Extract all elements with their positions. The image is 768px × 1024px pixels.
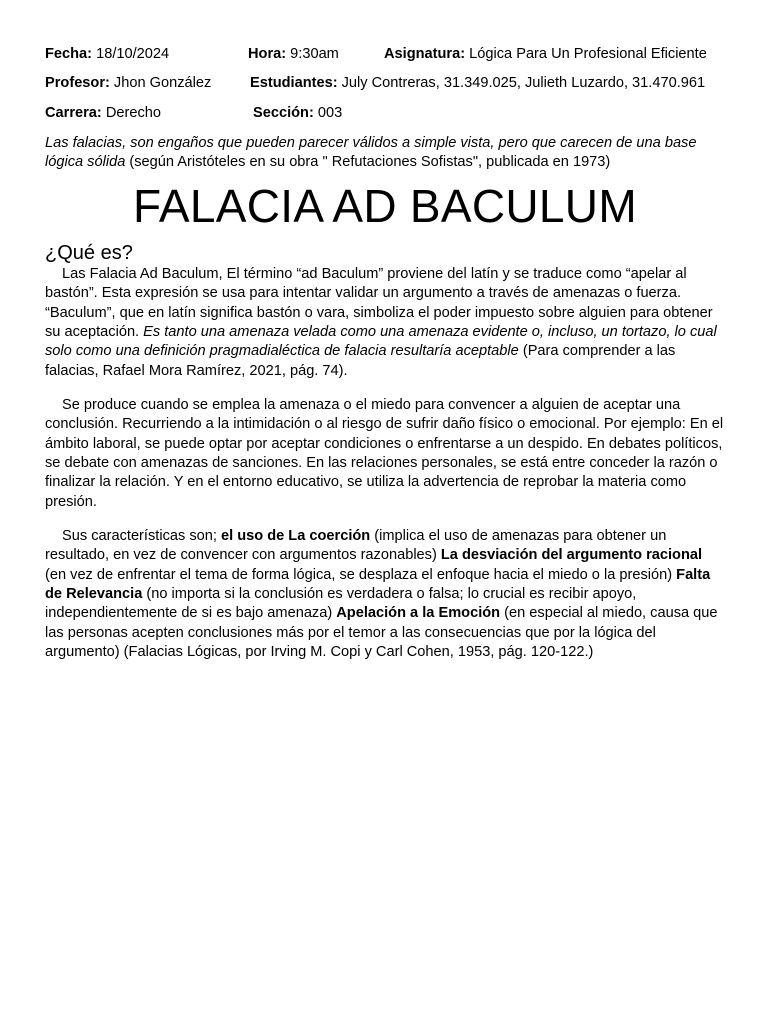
profesor-value: Jhon González: [109, 75, 212, 92]
characteristic-emotion: Apelación a la Emoción: [336, 605, 501, 622]
section-heading-que-es: ¿Qué es?: [45, 241, 133, 264]
asignatura-value: Lógica Para Un Profesional Eficiente: [465, 46, 707, 62]
profesor-label: Profesor:: [45, 75, 110, 92]
fecha-value: 18/10/2024: [92, 46, 170, 62]
seccion-value: 003: [313, 104, 343, 121]
paragraph-definition: [45, 265, 725, 381]
paragraph-examples: [45, 396, 725, 512]
paragraph1-text: Las Falacia Ad Baculum, El término “ad Baculum” proviene del latín y se traduce como “apelar al bastón”. Esta expresión se usa para intentar validar un argumento a través de amenazas o fuerza. “Baculum”, que en latín significa bastón o vara, simboliza el poder impuesto sobre alguien para obtener su aceptación.: [45, 265, 713, 340]
paragraph1-italic-quote: Es tanto una amenaza velada como una amenaza evidente o, incluso, un tortazo, lo cual solo como una definición pragmadialéctica de falacia resultaría aceptable: [45, 323, 717, 360]
hora-value: 9:30am: [286, 46, 339, 62]
seccion-field: [253, 104, 342, 123]
document-title: FALACIA AD BACULUM: [133, 179, 637, 232]
paragraph3-intro: Sus características son;: [62, 527, 221, 544]
paragraph-characteristics: [45, 527, 725, 663]
intro-citation: (según Aristóteles en su obra " Refutaciones Sofistas", publicada en 1973): [125, 154, 611, 171]
header-row-1: [45, 45, 725, 74]
carrera-label: Carrera:: [45, 104, 102, 121]
header-row-3: [45, 104, 725, 133]
profesor-field: [45, 74, 211, 93]
characteristic-deviation: La desviación del argumento racional: [440, 547, 703, 564]
paragraph2-text: Se produce cuando se emplea la amenaza o el miedo para convencer a alguien de aceptar una conclusión. Recurriendo a la intimidación o al riesgo de sufrir daño físico o emocional. Por ejemplo: En el ámbito laboral, se puede optar por aceptar condiciones o enfrentarse a un despido. En debates políticos, se debate con amenazas de sanciones. En las relaciones personales, se está entre conceder la razón o finalizar la relación. Y en el entorno educativo, se utiliza la advertencia de reprobar la materia como presión.: [45, 396, 724, 510]
asignatura-field: [384, 45, 707, 64]
estudiantes-label: Estudiantes:: [250, 75, 338, 92]
document-body: [45, 45, 725, 677]
header-row-2: [45, 74, 725, 103]
paragraph1-citation: (Para comprender a las falacias, Rafael Mora Ramírez, 2021, pág. 74).: [45, 343, 676, 379]
intro-italic-text: Las falacias, son engaños que pueden parecer válidos a simple vista, pero que carecen de una base lógica sólida: [45, 134, 697, 171]
hora-label: Hora:: [248, 46, 287, 62]
intro-paragraph: [45, 134, 725, 173]
carrera-value: Derecho: [101, 104, 162, 121]
characteristic-deviation-desc: (en vez de enfrentar el tema de forma lógica, se desplaza el enfoque hacia el miedo o la presión): [45, 566, 677, 583]
characteristic-coercion: el uso de La coerción: [220, 527, 371, 544]
characteristic-coercion-desc: (implica el uso de amenazas para obtener un resultado, en vez de convencer con argumentos razonables): [45, 527, 667, 564]
seccion-label: Sección:: [253, 104, 314, 121]
fecha-label: Fecha:: [45, 46, 93, 62]
characteristic-relevance-desc: (no importa si la conclusión es verdadera o falsa; lo crucial es recibir apoyo, independientemente de si es bajo amenaza): [45, 585, 637, 622]
estudiantes-value: July Contreras, 31.349.025, Julieth Luzardo, 31.470.961: [337, 75, 706, 92]
asignatura-label: Asignatura:: [384, 46, 466, 62]
carrera-field: [45, 104, 161, 123]
characteristic-relevance: Falta de Relevancia: [45, 566, 711, 602]
characteristic-emotion-desc: (en especial al miedo, causa que las personas acepten conclusiones más por el temor a las consecuencias que por la lógica del argumento) (Falacias Lógicas, por Irving M. Copi y Carl Cohen, 1953, pág. 120-122.): [45, 605, 718, 661]
fecha-field: [45, 45, 169, 64]
hora-field: [248, 45, 339, 64]
estudiantes-field: [250, 74, 705, 93]
